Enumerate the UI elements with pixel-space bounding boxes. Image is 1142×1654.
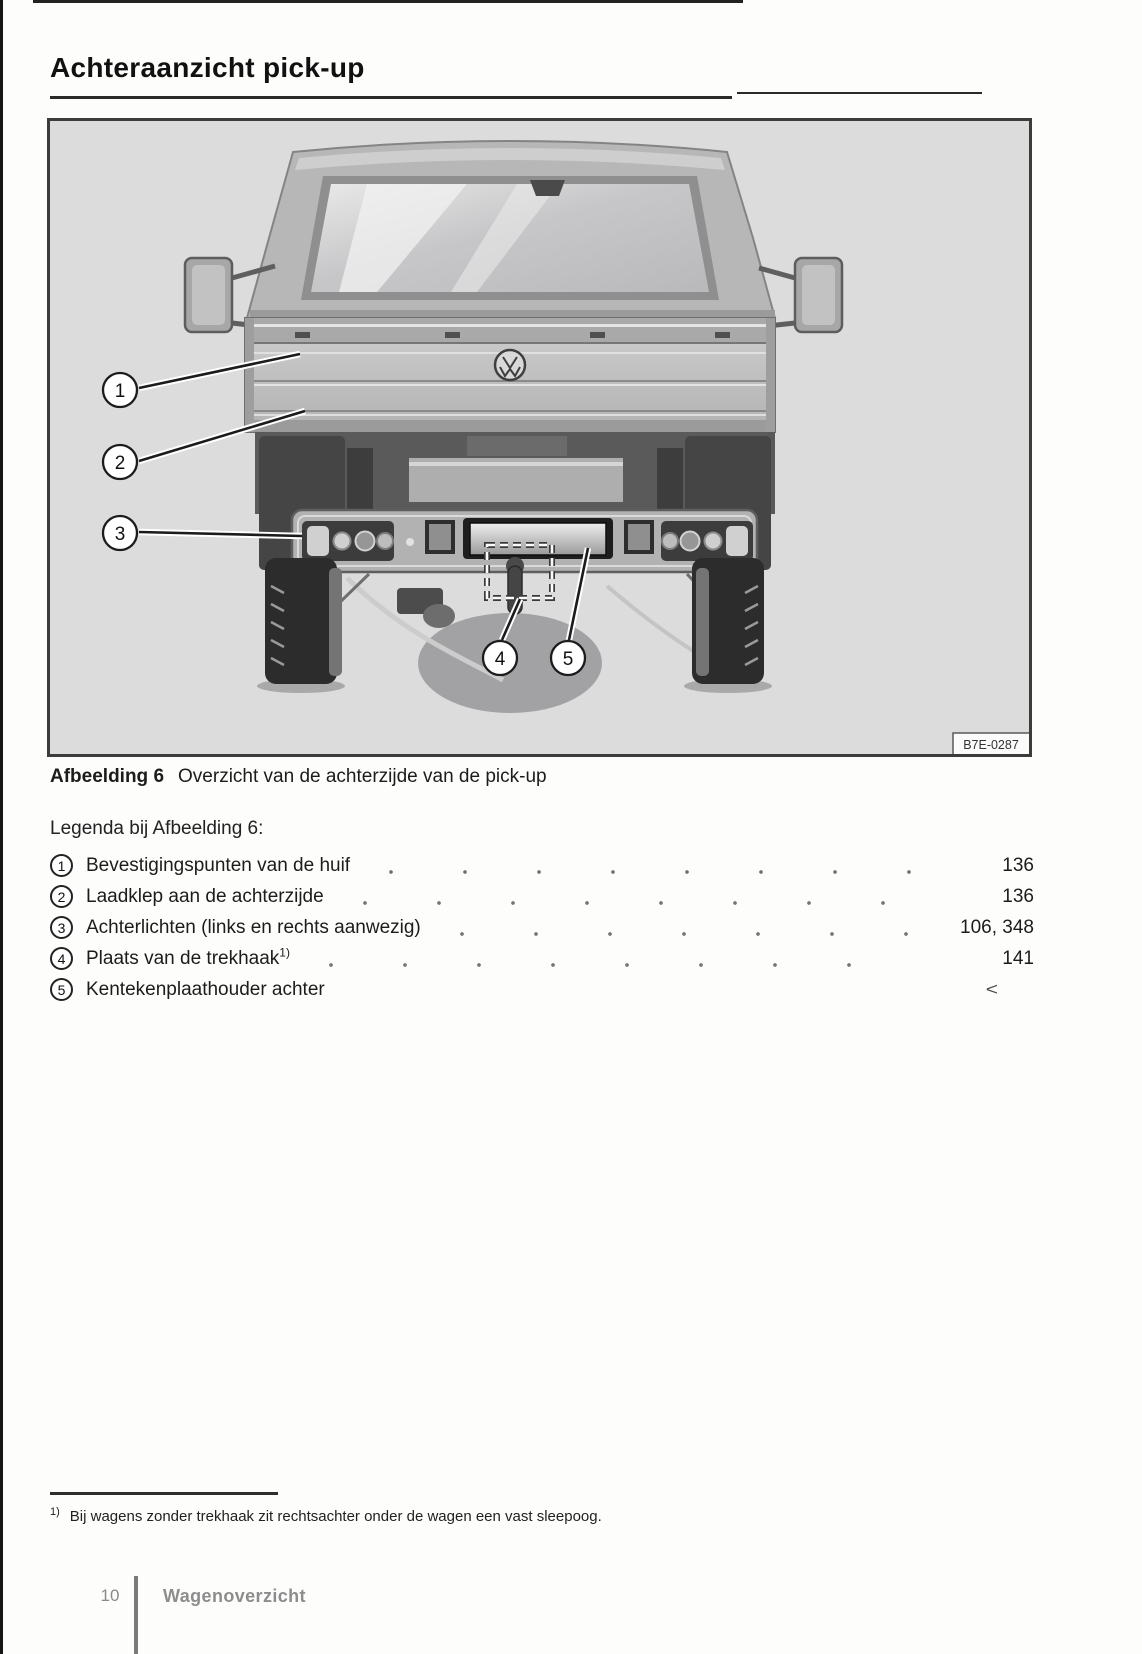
legend-page-ref: 136 [1002,885,1034,907]
page-title: Achteraanzicht pick-up [50,52,365,83]
callout-5-number: 5 [562,649,574,670]
figure-caption [50,766,547,788]
legend-number-badge: 4 [50,947,73,970]
callout-1-number: 1 [114,381,126,402]
figure-caption-label: Afbeelding 6 [50,766,165,787]
legend-item-label: Kentekenplaathouder achter [86,978,325,1000]
legend-number-badge: 5 [50,978,73,1001]
footnote [50,1506,602,1525]
figure-image [47,118,1032,757]
rear-bumper [292,510,757,572]
legend-page-ref: 106, 348 [960,916,1034,938]
footnote-reference: 1) [279,945,290,960]
legend-number-badge: 1 [50,854,73,877]
footer-section-title: Wagenoverzicht [163,1586,306,1606]
legend-page-ref: 136 [1002,854,1034,876]
truck-rear-illustration [47,118,1032,757]
legend-heading: Legenda bij Afbeelding 6: [50,818,264,839]
callout-5 [551,641,585,675]
figure-code-tag [953,733,1030,755]
dot-leader [448,931,919,936]
legend-item-1 [50,850,1034,881]
footnote-marker: 1) [50,1506,60,1518]
footer-page-number: 10 [100,1586,120,1605]
legend-item-4 [50,943,1034,974]
callout-2 [103,445,137,479]
callout-1 [103,373,137,407]
legend-item-2 [50,881,1034,912]
scan-edge-top [33,0,743,3]
callout-2-number: 2 [114,453,126,474]
vw-logo [495,350,525,380]
legend-list [50,850,1034,1005]
left-rear-wheel [257,558,345,693]
legend-item-label: Achterlichten (links en rechts aanwezig) [86,916,421,938]
callout-3-number: 3 [114,524,126,545]
dot-leader [377,869,919,874]
legend-item-5 [50,974,1034,1005]
legend-item-label-text: Plaats van de trekhaak [86,947,280,969]
legend-item-label: Bevestigingspunten van de huif [86,854,351,876]
legend-item-label [86,945,290,970]
footer-divider [134,1576,138,1654]
scan-edge-left [0,0,3,1654]
left-taillight [302,521,394,561]
right-rear-wheel [684,558,772,693]
footnote-text: Bij wagens zonder trekhaak zit rechtsachter onder de wagen een vast sleepoog. [69,1508,602,1525]
dot-leader [317,962,919,967]
callout-4 [483,641,517,675]
legend-page-ref: 141 [1002,947,1034,969]
title-underline-right [737,92,982,94]
callout-3 [103,516,137,550]
legend-item-3 [50,912,1034,943]
legend-item-label: Laadklep aan de achterzijde [86,885,324,907]
legend-number-badge: 2 [50,885,73,908]
footnote-rule [50,1492,278,1495]
figure-code-text: B7E-0287 [963,738,1019,752]
callout-4-number: 4 [494,649,506,670]
dot-leader [351,900,919,905]
figure-caption-text: Overzicht van de achterzijde van de pick-up [178,766,547,787]
end-of-section-marker: < [985,979,998,1000]
title-underline-left [50,96,732,99]
legend-number-badge: 3 [50,916,73,939]
cab [247,141,775,319]
right-taillight [661,521,753,561]
cargo-bed [245,318,775,432]
